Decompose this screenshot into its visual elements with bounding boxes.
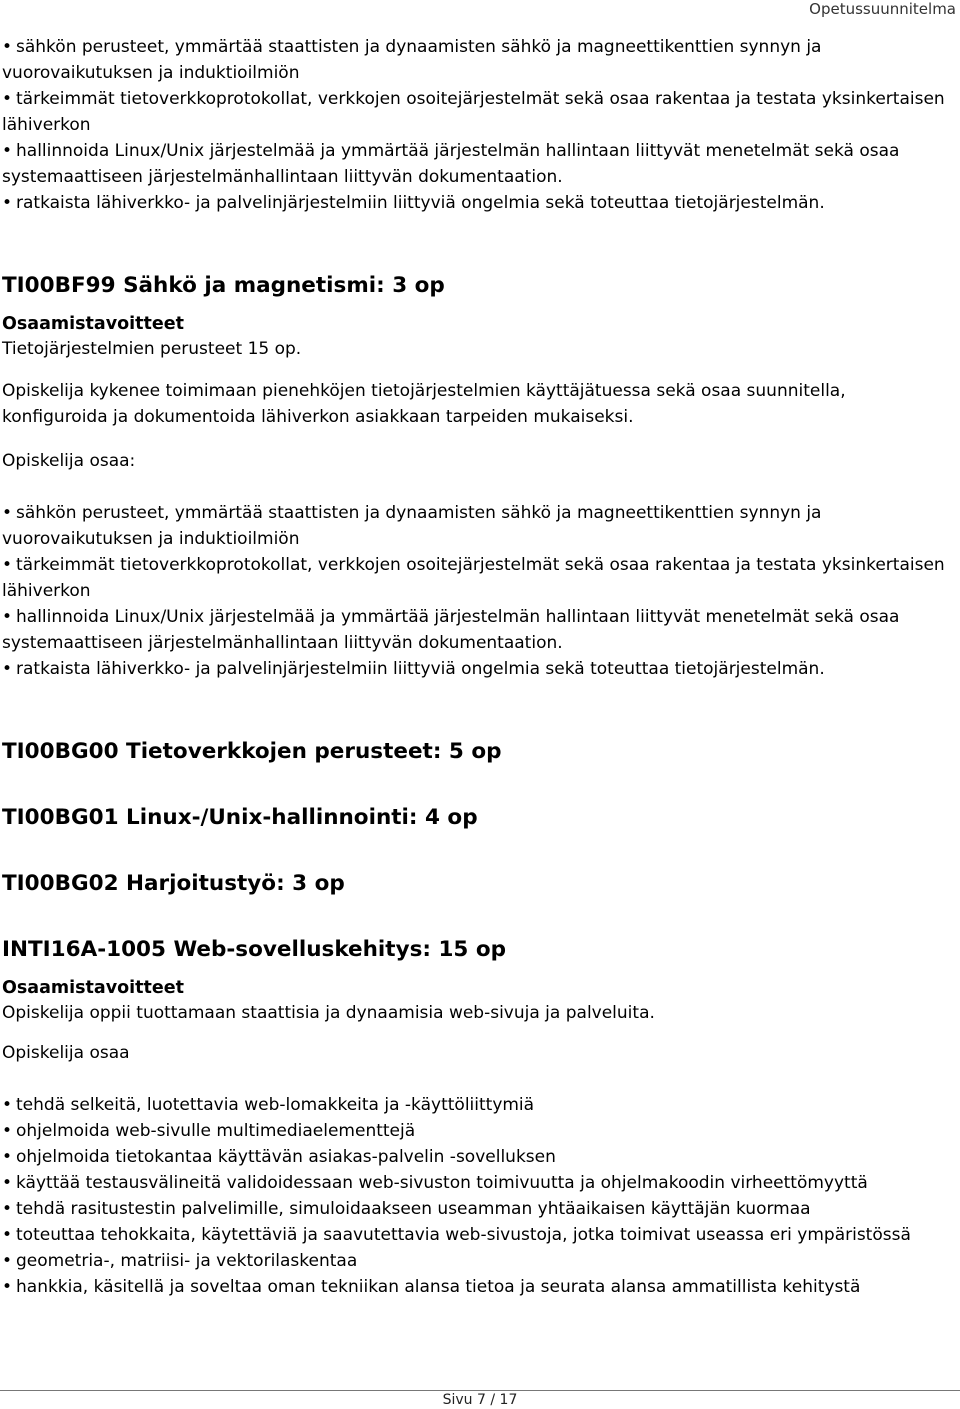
list-item: • ohjelmoida web-sivulle multimediaelementtejä xyxy=(2,1121,416,1141)
list-item: • tehdä selkeitä, luotettavia web-lomakkeita ja -käyttöliittymiä xyxy=(2,1095,535,1115)
course-title-ti00bf99: TI00BF99 Sähkö ja magnetismi: 3 op xyxy=(2,273,445,298)
list-item-text: ratkaista lähiverkko- ja palvelinjärjestelmiin liittyviä ongelmia sekä toteuttaa tietojärjestelmän. xyxy=(16,659,825,679)
inti16a-outcomes-list xyxy=(2,1092,952,1300)
list-item: • ohjelmoida tietokantaa käyttävän asiakas-palvelin -sovelluksen xyxy=(2,1147,556,1167)
list-item: • hankkia, käsitellä ja soveltaa oman tekniikan alansa tietoa ja seurata alansa ammatillista kehitystä xyxy=(2,1277,861,1297)
list-item-text: sähkön perusteet, ymmärtää staattisten ja dynaamisten sähkö ja magneettikenttien synnyn ja vuorovaikutuksen ja induktioilmiön xyxy=(2,503,822,549)
list-item-text: tehdä selkeitä, luotettavia web-lomakkeita ja -käyttöliittymiä xyxy=(16,1095,535,1115)
student-outcomes-label: Opiskelija osaa: xyxy=(2,451,136,471)
list-item: • tehdä rasitustestin palvelimille, simuloidaakseen useamman yhtäaikaisen käyttäjän kuormaa xyxy=(2,1199,811,1219)
prerequisite-text: Tietojärjestelmien perusteet 15 op. xyxy=(2,339,302,359)
ti00bf99-outcomes-list xyxy=(2,500,952,682)
course-title-ti00bg01: TI00BG01 Linux-/Unix-hallinnointi: 4 op xyxy=(2,805,478,830)
course-title-ti00bg02: TI00BG02 Harjoitustyö: 3 op xyxy=(2,871,345,896)
document-type-header: Opetussuunnitelma xyxy=(809,0,956,18)
course-title-ti00bg00: TI00BG00 Tietoverkkojen perusteet: 5 op xyxy=(2,739,502,764)
list-item-text: ohjelmoida web-sivulle multimediaelementtejä xyxy=(16,1121,416,1141)
outcomes-heading: Osaamistavoitteet xyxy=(2,978,184,998)
list-item: • hallinnoida Linux/Unix järjestelmää ja ymmärtää järjestelmän hallintaan liittyvät menetelmät sekä osaa systemaattiseen järjestelmänhallintaan liittyvän dokumentaation. xyxy=(2,141,900,187)
list-item-text: tärkeimmät tietoverkkoprotokollat, verkkojen osoitejärjestelmät sekä osaa rakentaa ja testata yksinkertaisen lähiverkon xyxy=(2,555,945,601)
list-item: • sähkön perusteet, ymmärtää staattisten ja dynaamisten sähkö ja magneettikenttien synnyn ja vuorovaikutuksen ja induktioilmiön xyxy=(2,503,822,549)
course-description: Opiskelija kykenee toimimaan pienehköjen tietojärjestelmien käyttäjätuessa sekä osaa suunnitella, konfiguroida ja dokumentoida lähiverkon asiakkaan tarpeiden mukaiseksi. xyxy=(2,381,846,427)
list-item-text: hankkia, käsitellä ja soveltaa oman tekniikan alansa tietoa ja seurata alansa ammatillista kehitystä xyxy=(16,1277,861,1297)
course-title-inti16a: INTI16A-1005 Web-sovelluskehitys: 15 op xyxy=(2,937,507,962)
list-item: • sähkön perusteet, ymmärtää staattisten ja dynaamisten sähkö ja magneettikenttien synnyn ja vuorovaikutuksen ja induktioilmiön xyxy=(2,37,822,83)
outcomes-heading: Osaamistavoitteet xyxy=(2,314,184,334)
list-item-text: käyttää testausvälineitä validoidessaan web-sivuston toimivuutta ja ohjelmakoodin virheettömyyttä xyxy=(16,1173,868,1193)
list-item: • tärkeimmät tietoverkkoprotokollat, verkkojen osoitejärjestelmät sekä osaa rakentaa ja testata yksinkertaisen lähiverkon xyxy=(2,89,945,135)
list-item-text: sähkön perusteet, ymmärtää staattisten ja dynaamisten sähkö ja magneettikenttien synnyn ja vuorovaikutuksen ja induktioilmiön xyxy=(2,37,822,83)
list-item-text: ratkaista lähiverkko- ja palvelinjärjestelmiin liittyviä ongelmia sekä toteuttaa tietojärjestelmän. xyxy=(16,193,825,213)
list-item-text: hallinnoida Linux/Unix järjestelmää ja ymmärtää järjestelmän hallintaan liittyvät menetelmät sekä osaa systemaattiseen järjestelmänhallintaan liittyvän dokumentaation. xyxy=(2,141,900,187)
list-item: • hallinnoida Linux/Unix järjestelmää ja ymmärtää järjestelmän hallintaan liittyvät menetelmät sekä osaa systemaattiseen järjestelmänhallintaan liittyvän dokumentaation. xyxy=(2,607,900,653)
list-item-text: toteuttaa tehokkaita, käytettäviä ja saavutettavia web-sivustoja, jotka toimivat useassa eri ympäristössä xyxy=(16,1225,911,1245)
page-content xyxy=(2,34,952,1300)
list-item-text: tärkeimmät tietoverkkoprotokollat, verkkojen osoitejärjestelmät sekä osaa rakentaa ja testata yksinkertaisen lähiverkon xyxy=(2,89,945,135)
list-item: • geometria-, matriisi- ja vektorilaskentaa xyxy=(2,1251,358,1271)
list-item: • toteuttaa tehokkaita, käytettäviä ja saavutettavia web-sivustoja, jotka toimivat useassa eri ympäristössä xyxy=(2,1225,911,1245)
list-item: • ratkaista lähiverkko- ja palvelinjärjestelmiin liittyviä ongelmia sekä toteuttaa tietojärjestelmän. xyxy=(2,659,825,679)
student-outcomes-label: Opiskelija osaa xyxy=(2,1043,130,1063)
list-item: • ratkaista lähiverkko- ja palvelinjärjestelmiin liittyviä ongelmia sekä toteuttaa tietojärjestelmän. xyxy=(2,193,825,213)
list-item: • tärkeimmät tietoverkkoprotokollat, verkkojen osoitejärjestelmät sekä osaa rakentaa ja testata yksinkertaisen lähiverkon xyxy=(2,555,945,601)
list-item-text: geometria-, matriisi- ja vektorilaskentaa xyxy=(16,1251,358,1271)
list-item-text: hallinnoida Linux/Unix järjestelmää ja ymmärtää järjestelmän hallintaan liittyvät menetelmät sekä osaa systemaattiseen järjestelmänhallintaan liittyvän dokumentaation. xyxy=(2,607,900,653)
list-item-text: ohjelmoida tietokantaa käyttävän asiakas-palvelin -sovelluksen xyxy=(16,1147,556,1167)
list-item: • käyttää testausvälineitä validoidessaan web-sivuston toimivuutta ja ohjelmakoodin virheettömyyttä xyxy=(2,1173,868,1193)
footer-divider xyxy=(0,1390,960,1391)
top-outcomes-list xyxy=(2,34,952,216)
course-description: Opiskelija oppii tuottamaan staattisia ja dynaamisia web-sivuja ja palveluita. xyxy=(2,1003,655,1023)
page-number: Sivu 7 / 17 xyxy=(442,1392,518,1408)
list-item-text: tehdä rasitustestin palvelimille, simuloidaakseen useamman yhtäaikaisen käyttäjän kuormaa xyxy=(16,1199,811,1219)
page-footer xyxy=(0,1388,960,1409)
